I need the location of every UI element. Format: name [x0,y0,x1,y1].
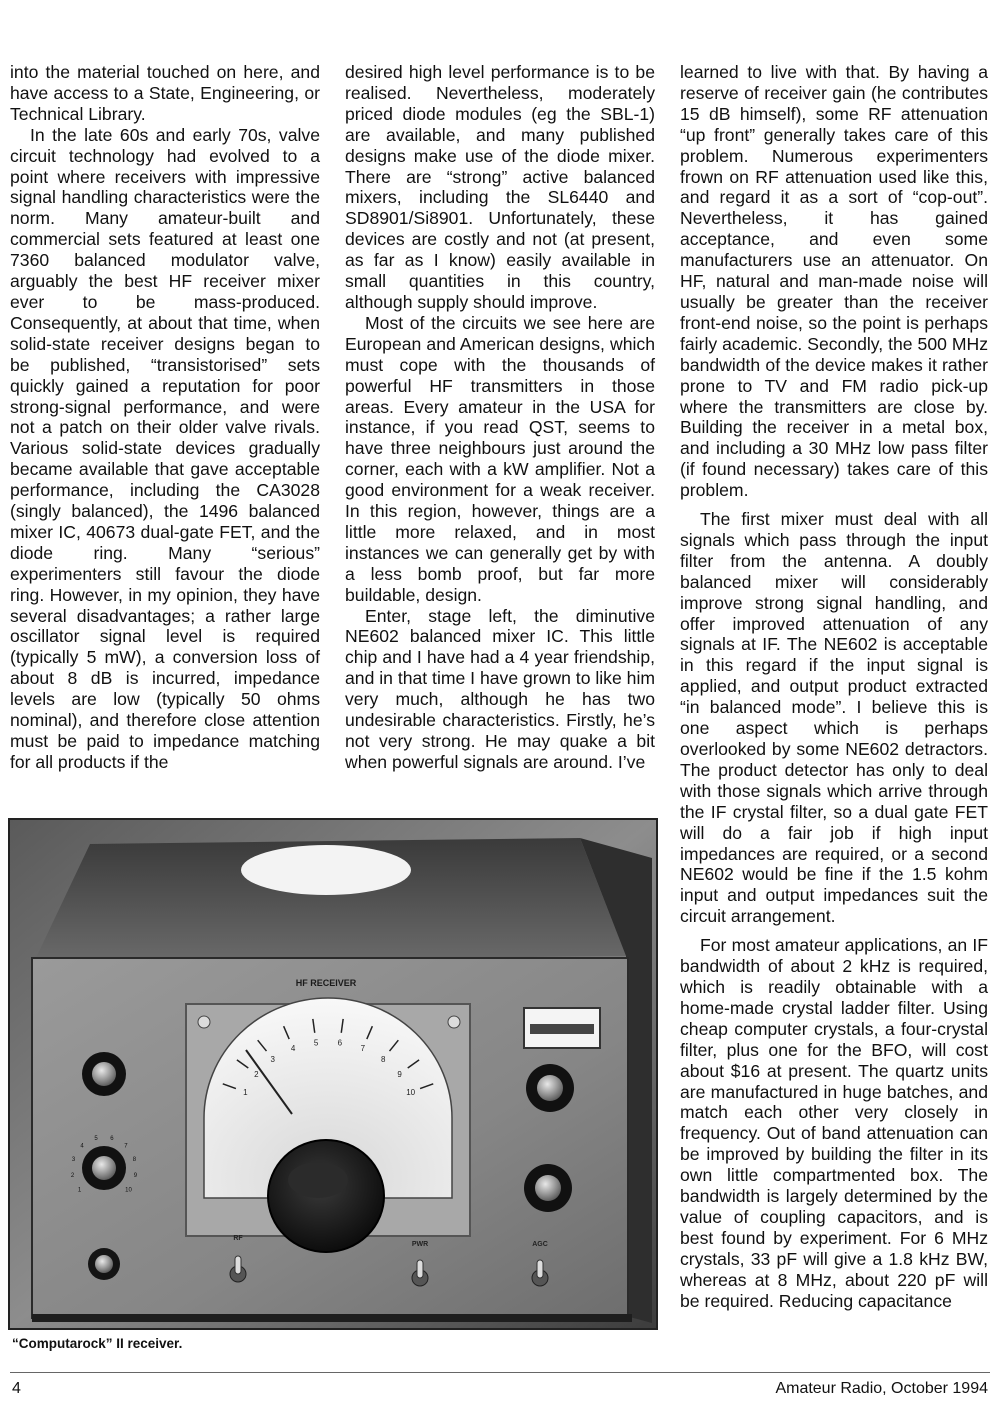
photo-caption: “Computarock” II receiver. [12,1336,183,1351]
dial-number: 6 [337,1038,343,1048]
knob-scale-number: 2 [70,1173,75,1180]
knob-scale-number: 8 [132,1157,137,1164]
paragraph: Most of the circuits we see here are European and American designs, which must cope with the thousands of powerful HF transmitters in those areas. Every amateur in the USA for instance, if you read QST, seems to have three neighbours just around the corner, each with a kW amplifier. Not a good environment for a weak receiver. In this region, however, things are a little more relaxed, and in most instances we can generally get by with a less bomb proof, but far more buildable, design. [345,312,655,605]
knob-scale-number: 3 [71,1157,76,1164]
column-left [10,62,320,773]
knob-scale-number: 1 [77,1187,82,1194]
paragraph: learned to live with that. By having a reserve of receiver gain (he contributes 15 dB himself), some RF attenuation “up front” generally takes care of this problem. Numerous experimenters frown on RF attenuation used like this, and regard it as a sort of “cop-out”. Nevertheless, it has gained acceptance, and even some manufacturers use an attenuator. On HF, natural and man-made noise will usually be greater than the receiver front-end noise, so the point is perhaps fairly academic. Secondly, the 500 MHz bandwidth of the device makes it rather prone to TV and FM radio pick-up where the transmitters are close by. Building the receiver in a metal box, and including a 30 MHz low pass filter (if found necessary) takes care of this problem. [680,62,988,501]
knob-scale-number: 9 [133,1173,138,1180]
issue-line: Amateur Radio, October 1994 [775,1380,988,1397]
paragraph: In the late 60s and early 70s, valve circuit technology had evolved to a point where receivers with impressive signal handling characteristics were the norm. Many amateur-built and commercial sets featured at least one 7360 balanced modulator valve, arguably the best HF receiver mixer ever to be mass-produced. Consequently, at about that time, when solid-state receiver designs began to be published, “transistorised” sets quickly gained a reputation for poor strong-signal performance, and were not a patch on their older valve rivals. Various solid-state devices gradually became available that gave acceptable performance, including the CA3028 (singly balanced), the 1496 balanced mixer IC, 40673 dual-gate FET, and the diode ring. Many “serious” experimenters still favour the diode ring. However, in my opinion, they have several disadvantages; a rather large oscillator signal level is required (typically 5 mW), a conversion loss of about 8 dB is incurred, impedance levels are low (typically 50 ohms nominal), and therefore close attention must be paid to impedance matching for all products if the [10,124,320,772]
switch-label: RF [233,1235,243,1242]
paragraph: into the material touched on here, and have access to a State, Engineering, or Technical Library. [10,62,320,124]
dial-number: 2 [254,1069,259,1079]
column-middle [345,62,655,773]
knob-scale-number: 6 [110,1136,114,1143]
dial-number: 4 [290,1044,296,1054]
switch-label: AGC [532,1241,548,1248]
page-number: 4 [12,1380,21,1397]
knob-scale-number: 5 [94,1136,98,1143]
switch-label: PWR [411,1241,429,1248]
dial-number: 10 [406,1088,416,1098]
receiver-photo [8,818,658,1330]
paragraph: For most amateur applications, an IF bandwidth of about 2 kHz is required, which is readily obtainable with a home-made crystal ladder filter. Using cheap computer crystals, a four-crystal filter, plus one for the BFO, will cost about $16 at present. The quartz units are manufactured in huge batches, and match each other very closely in frequency. Out of band attenuation can be improved by building the filter in its own little compartmented box. The bandwidth is largely determined by the value of coupling capacitors, and is best found by experiment. For 6 MHz crystals, 33 pF will give a 1.8 kHz BW, whereas at 8 MHz, about 220 pF will be required. Reducing capacitance [680,935,988,1311]
paragraph: desired high level performance is to be realised. Nevertheless, moderately priced diode modules (eg the SBL-1) are available, and many published designs make use of the diode mixer. There are “strong” active balanced mixers, including the SL6440 and SD8901/Si8901. Unfortunately, these devices are costly and not (at present, as far as I know) easily available in small quantities in this country, although supply should improve. [345,62,655,312]
dial-number: 1 [243,1088,248,1098]
column-right [680,62,988,1311]
paragraph: Enter, stage left, the diminutive NE602 balanced mixer IC. This little chip and I have had a 4 year friendship, and in that time I have grown to like him very much, although he has two undesirable characteristics. Firstly, he’s not very strong. He may quake a bit when powerful signals are around. I’ve [345,605,656,772]
dial-number: 7 [360,1044,366,1054]
speaker-opening [241,845,411,895]
paragraph: The first mixer must deal with all signals which pass through the input filter from the antenna. A doubly balanced mixer will considerably improve strong signal handling, and offer improved attenuation of any signals at IF. The NE602 is acceptable in this regard if the input signal is applied, and output product extracted “in balanced mode”. I believe this is one aspect which is perhaps overlooked by some NE602 detractors. The product detector has only to deal with those signals which arrive through the IF crystal filter, so a dual gate FET will do a fair job if high input impedances are required, or a second NE602 would be fine if the 1.5 kohm input and output impedances suit the circuit arrangement. [680,509,988,927]
knob-scale-number: 4 [80,1143,84,1150]
panel-label: HF RECEIVER [295,978,357,988]
dial-number: 8 [381,1054,386,1064]
footer-divider [10,1372,990,1373]
dial-number: 3 [270,1054,275,1064]
dial-number: 9 [397,1069,402,1079]
knob-scale-number: 10 [125,1187,132,1194]
knob-scale-number: 7 [124,1143,128,1150]
dial-number: 5 [313,1038,319,1048]
